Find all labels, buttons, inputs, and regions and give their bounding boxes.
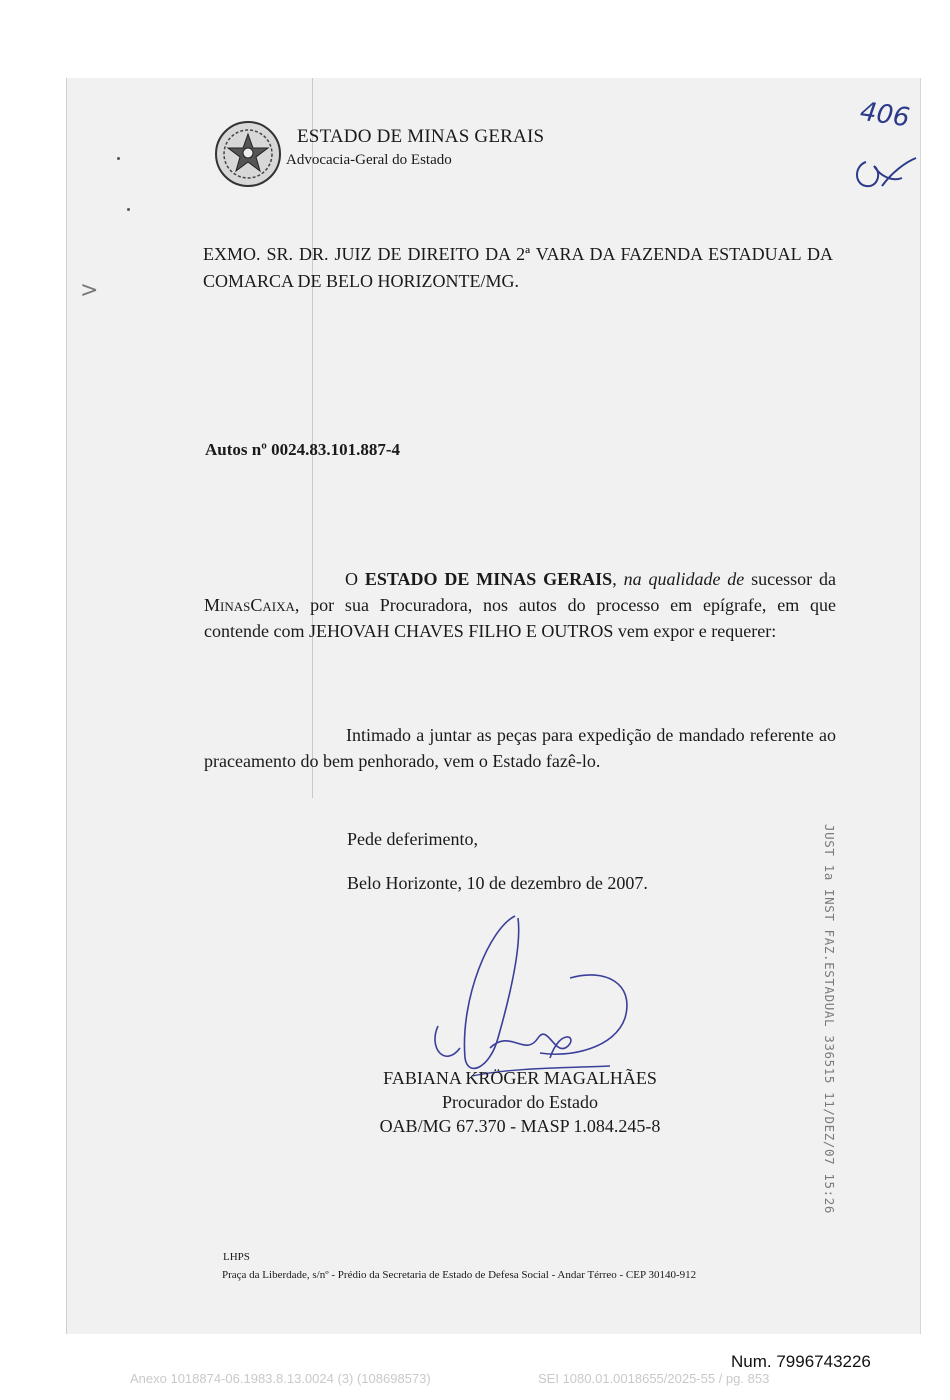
handwritten-signature-icon [420, 908, 640, 1083]
court-protocol-stamp: JUST 1a INST FAZ.ESTADUAL 336515 11/DEZ/07 15:26 [822, 824, 837, 1215]
handwritten-page-number: 406 [858, 96, 912, 134]
sei-reference: SEI 1080.01.0018655/2025-55 / pg. 853 [538, 1371, 770, 1386]
p1-rest-1: sucessor da [744, 569, 837, 589]
closing-place-date: Belo Horizonte, 10 de dezembro de 2007. [347, 873, 648, 893]
p1-rest-2: , por sua Procuradora, nos autos do processo em epígrafe, em que contende com JEHOVAH CHAVES FILHO E OUTROS vem expor e requerer: [204, 595, 836, 641]
paragraph-1 [204, 566, 836, 644]
footer-code: LHPS [223, 1251, 250, 1263]
footer-address: Praça da Liberdade, s/nº - Prédio da Secretaria de Estado de Defesa Social - Andar Térreo - CEP 30140-912 [222, 1269, 697, 1281]
header-title: ESTADO DE MINAS GERAIS [297, 126, 545, 147]
case-number: Autos nº 0024.83.101.887-4 [205, 440, 400, 459]
margin-mark: > [80, 278, 99, 303]
signer-name: FABIANA KRÖGER MAGALHÃES [383, 1068, 657, 1088]
header-subtitle: Advocacia-Geral do Estado [286, 152, 452, 168]
p1-sep: , [612, 569, 624, 589]
paragraph-2: Intimado a juntar as peças para expedição de mandado referente ao praceamento do bem penhorado, vem o Estado fazê-lo. [204, 725, 836, 771]
handwritten-initials-icon [852, 152, 922, 192]
document-number: Num. 7996743226 [731, 1352, 871, 1371]
p1-party: ESTADO DE MINAS GERAIS [364, 569, 613, 589]
p1-role: na qualidade de [623, 569, 745, 589]
anexo-reference: Anexo 1018874-06.1983.8.13.0024 (3) (108698573) [130, 1371, 431, 1386]
speck [117, 157, 120, 160]
speck [127, 208, 130, 211]
fold-line [312, 78, 313, 798]
salutation: EXMO. SR. DR. JUIZ DE DIREITO DA 2ª VARA DA FAZENDA ESTADUAL DA COMARCA DE BELO HORIZONTE/MG. [203, 244, 833, 291]
signer-role: Procurador do Estado [442, 1092, 598, 1112]
coat-of-arms-seal-icon [214, 120, 282, 188]
closing-request: Pede deferimento, [347, 829, 478, 849]
p1-entity: MinasCaixa [204, 595, 295, 615]
p1-lead: O [345, 569, 365, 589]
signature-block [355, 1066, 685, 1138]
signer-registration: OAB/MG 67.370 - MASP 1.084.245-8 [379, 1116, 661, 1136]
